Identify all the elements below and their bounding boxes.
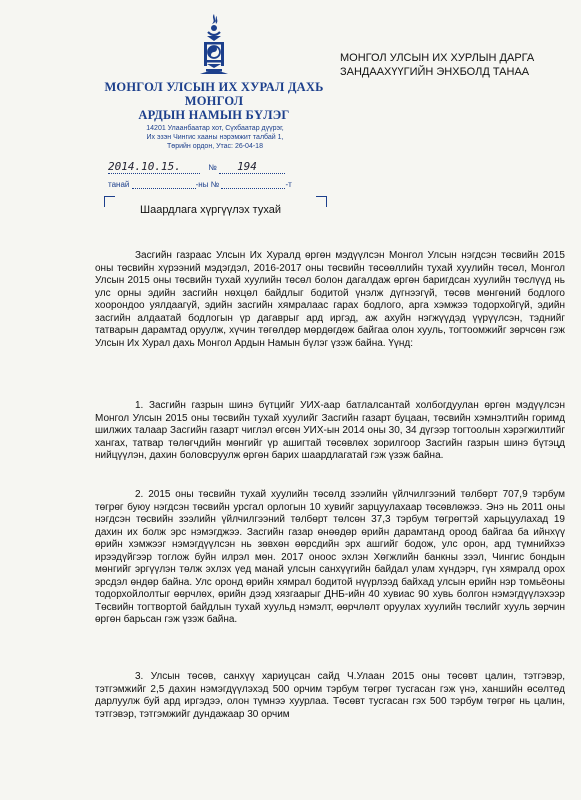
reference-date-number [108, 160, 328, 176]
subject-line: Шаардлага хүргүүлэх тухай [140, 204, 281, 216]
handwritten-date: 2014.10.15. [108, 160, 181, 173]
ny-number-label: -ны № [195, 180, 220, 189]
paragraph-intro [95, 250, 565, 350]
paragraph-item-3 [95, 671, 565, 721]
org-name-line1: МОНГОЛ УЛСЫН ИХ ХУРАЛ ДАХЬ [104, 80, 324, 94]
paragraph-text: 3. Улсын төсөв, санхүү хариуцсан сайд Ч.Улаан 2015 оны төсөвт цалин, тэтгэвэр, тэтгэмжийг 2,5 дахин нэмэгдүүлэхэд 500 орчим тэрбум төгрөг тусгасан гэж үнэ, ханшийн өсөлтөд дарлуулж буй ард иргэдээ, олон түмнээ хуурлаа. Төсөвт тусгасан гэх 500 тэрбум төгрөг нь цалин, тэтгэвэр, тэтгэмжийг дундажаар 30 орчим [95, 671, 565, 720]
corner-mark-left [104, 196, 115, 207]
recipient-line2: ЗАНДААХҮҮГИЙН ЭНХБОЛД ТАНАА [340, 66, 530, 78]
organization-name [80, 80, 348, 122]
recipient-line1: МОНГОЛ УЛСЫН ИХ ХУРЛЫН ДАРГА [340, 52, 535, 64]
t-label: -т [285, 180, 292, 189]
org-name-line2: МОНГОЛ [184, 94, 244, 108]
paragraph-item-2 [95, 489, 565, 627]
paragraph-text: 1. Засгийн газрын шинэ бүтцийг УИХ-аар батлалсантай холбогдуулан өргөн мэдүүлсэн Монгол Улсын 2015 оны төсвийн тухай хуулийг Засгийн газарт буцаан, төсвийн хэмнэлтийн горимд шилжих талаар Засгийн газарт чиглэл өгсөн УИХ-ын 2014 оны 30, 34 дүгээр тогтоолын хэрэгжилтийг хангах, татвар төлөгчдийн мөнгийг үр ашигтай төсөвлөх зорилгоор Засгийн газрын шинэ бүтэцд нийцүүлэн, дахин боловсруулж өргөн барих шаардлагатай гэж үзэж байна. [95, 400, 565, 461]
corner-mark-right [316, 196, 327, 207]
paragraph-item-1 [95, 400, 565, 463]
address-line2: Их эзэн Чингис хааны нэрэмжит талбай 1, [146, 134, 284, 141]
address-line3: Төрийн ордон, Утас: 26-04-18 [167, 143, 263, 150]
paragraph-text: 2. 2015 оны төсвийн тухай хуулийн төсөлд зээлийн үйлчилгээний төлбөрт 707,9 тэрбум төгрөг буюу нэгдсэн төсвийн урсгал орлогын 10 хувийг зарцуулахаар төсөвлөжээ. Энэ нь 2011 оны нэгдсэн төсвийн зээлийн үйлчилгээний төлбөрт төлсөн 37,3 тэрбум төгрөгтэй харьцуулахад 19 дахин их болж эрс нэмэгджээ. Засгийн газар өнөөдөр өрийн дарамтанд ороод байгаа ба ийнхүү өрийн хэмжээг нэмэгдүүлсэн нь зөвхөн өөрсдийн эрх ашгийг бодож, улс орон, ард түмнийхээ ирээдүйгээр тоглож буйн илрэл мөн. 2017 оноос эхлэн Хөгжлийн банкны зээл, Чингис бондын мөнгийг эргүүлэн төлж эхлэх үед манай улсын санхүүгийн байдал улам хүндэрч, гүн хямралд орох эрсдэл өндөр байна. Улс оронд өрийн хямрал бодитой нүүрлээд байхад улсын өрийн нэр томьёоны тодорхойлолтыг өөрчлөх, өрийн дээд хязгаарыг ДНБ-ийн 40 хувиас 90 хувь болгон нэмэгдүүлэхээр Төсвийн тогтвортой байдлын тухай хуульд нэмэлт, өөрчлөлт оруулах хуулийн төслийг хууль зөрчин өргөн барьсан гэж үзэж байна. [95, 489, 565, 625]
state-emblem-icon [196, 12, 232, 76]
handwritten-number: 194 [237, 160, 257, 173]
organization-address [120, 124, 310, 151]
recipient-block [340, 51, 576, 79]
number-label: № [208, 163, 217, 172]
tanai-label: танай [108, 180, 130, 189]
org-name-line3: АРДЫН НАМЫН БҮЛЭГ [138, 108, 290, 122]
paragraph-text: Засгийн газраас Улсын Их Хуралд өргөн мэдүүлсэн Монгол Улсын нэгдсэн төсвийн 2015 оны төсвийн хүрээний мэдэгдэл, 2016-2017 оны төсвийн төсөөллийн тухай хуулийн төсөл, Монгол Улсын 2015 оны төсвийн тухай хуулийн төсөл болон дагалдаж өргөн баригдсан хуулийн төслүүд нь улс орны эдийн засгийн нөхцөл байдлыг бодитой үнэлж дүгнээгүй, төсөв мөнгөний бодлого хоорондоо уялдаагүй, эдийн засгийн хямралаас гарах бодлого, арга хэмжээ тодорхойгүй, эдийн засгийн алдаатай бодлогын үр дагаврыг ард иргэд, аж ахуйн нэгжүүдэд үүрүүлсэн, тэднийг татварын дарамтад оруулж, хүчин төгөлдөр мөрдөгдөж байгаа олон хууль, тогтоомжийг зөрчсөн гэж Улсын Их Хурал дахь Монгол Ардын Намын бүлэг үзэж байна. Үүнд: [95, 250, 565, 349]
address-line1: 14201 Улаанбаатар хот, Сүхбаатар дүүрэг, [146, 125, 284, 132]
reference-your-number [108, 180, 338, 189]
